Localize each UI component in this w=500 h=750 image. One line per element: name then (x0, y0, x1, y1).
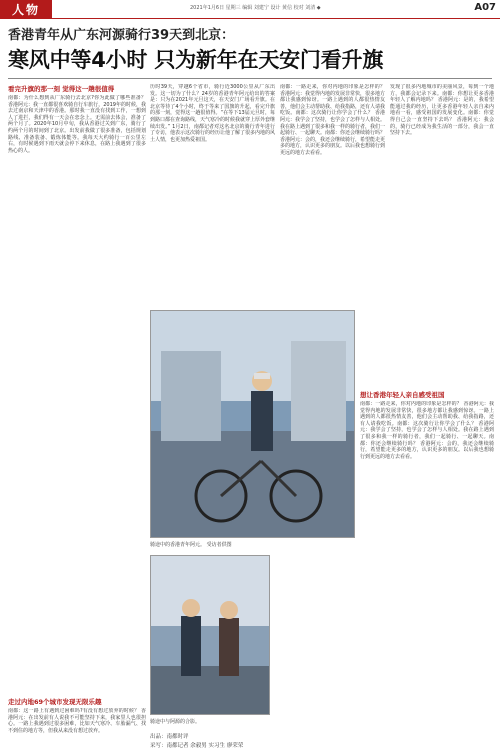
column-1-top-text: 南都：为什么想到从广东骑行去北京?你为此做了哪些准备？ 香港阿元：我一直都很喜欢骑自行车旅行，2019年的时候，我去过南京和天津中的香港。那时我一直没有找到工作，一想到人了进拦，我们得有一天会在恋念上。无需前去体会，准备了两个月了。2020年10月中旬，我从香港过关到广东，骑行了约两个月的时间到了北京。出发前我做了很多准备，包括规划路线、准备装备、锻炼体能等。我每天大约骑行一百公里左右，有时候遇到下雨天就会停下来休息，在路上我遇到了很多热心的人。 (8, 95, 146, 154)
column-1-bottom-text: 南都：这一路上有遇到过困难吗?有没有想过放弃的时候？ 香港阿元：在出发前有人说我不可能坚持下来，我家里人也很担心。一路上我遇到过很多困难，比如天气寒冷、车胎漏气、找不到住的地方等，但我从来没有想过放弃。 (8, 708, 146, 734)
photo-group (150, 555, 270, 715)
section-label: 人物 (0, 0, 52, 18)
section-title-left-top: 看完升旗的那一刻 觉得这一趟很值得 (8, 85, 115, 93)
page-header (0, 0, 500, 18)
photo-cyclist (150, 310, 355, 538)
column-2-text: 历时39天，穿越6个省市，骑行近3000公里从广东出发。这一切为了什么？24岁的香港青年阿元给出的答案是：只为在2021年元旦这天，在天安门广场看升旗。在北京等待了4个小时，终于等来了国旗的升起，看完升旗的那一刻，觉得这一趟很值得。“在等下13届元旦时，每到路口都在查询路线，天气寒冷的时候我就穿上厚外套继续出发。” 1月2日，南都记者对这名北京的骑行青年进行了专访，他表示这次骑行的经历让他了解了很多内地的风土人情，也更加热爱祖国。 (150, 84, 275, 143)
column-4-text: 发现了很多内地城市的美丽风景，每到一个地方，我都会记录下来。南都：你想让更多香港年轻人了解内地吗？ 香港阿元：是的，我希望能通过我的经历，让更多香港年轻人亲自来内地看一看，感受祖国的发展变化。南都：你觉得自己会一直坚持下去吗？ 香港阿元：我会的，骑行已经成为我生活的一部分，我会一直坚持下去。 (390, 84, 494, 137)
column-3-text: 南都：一路走来，你对内地的印象是怎样的？ 香港阿元：我觉得内地的发展非常快，很多地方都让我感到惊讶。一路上遇到的人都很热情友善，他们会主动帮助我、给我指路，还有人请我吃饭。南都：这次骑行让你学会了什么？ 香港阿元：我学会了坚持，也学会了怎样与人相处。我在路上遇到了很多和我一样的骑行者，我们一起骑行、一起聊天。南都：你还会继续骑行吗？ 香港阿元：会的，我还会继续骑行，希望能走更多的地方，认识更多的朋友。以后我也想骑行到更远的地方去看看。 (280, 84, 385, 156)
photo-cyclist-caption: 骑途中的香港青年阿元。 受访者供图 (150, 542, 232, 548)
source-line-1: 出品：南都时评 (150, 734, 189, 740)
article-subhead: 香港青年从广东河源骑行39天到北京： (8, 28, 235, 43)
column-4-bottom-text: 南都：一路走来，你对内地的印象是怎样的？ 香港阿元：我觉得内地的发展非常快，很多地方都让我感到惊讶。一路上遇到的人都很热情友善，他们会主动帮助我、给我指路，还有人请我吃饭。南都：这次骑行让你学会了什么？ 香港阿元：我学会了坚持，也学会了怎样与人相处。我在路上遇到了很多和我一样的骑行者，我们一起骑行、一起聊天。南都：你还会继续骑行吗？ 香港阿元：会的，我还会继续骑行，希望能走更多的地方，认识更多的朋友。以后我也想骑行到更远的地方去看看。 (360, 401, 494, 460)
header-rule (0, 18, 500, 19)
source-line-2: 采写：南都记者 余毅男 实习生 廖荣荣 (150, 743, 244, 749)
title-rule (8, 78, 492, 79)
photo-group-caption: 骑途中与阿源的合影。 (150, 719, 201, 725)
page-number: A07 (474, 2, 496, 13)
article-headline: 寒风中等4小时 只为新年在天安门看升旗 (8, 48, 384, 72)
photo-cyclist-image (151, 311, 355, 538)
section-title-left-bottom: 走过内地69个城市发现无限乐趣 (8, 698, 102, 706)
photo-group-image (151, 556, 270, 715)
section-title-right-mid: 想让香港年轻人亲自感受祖国 (360, 391, 445, 399)
header-meta: 2021年1月6日 星期三 编辑 刘建宁 设计 黄信 校对 刘清 ◆ (190, 5, 321, 11)
